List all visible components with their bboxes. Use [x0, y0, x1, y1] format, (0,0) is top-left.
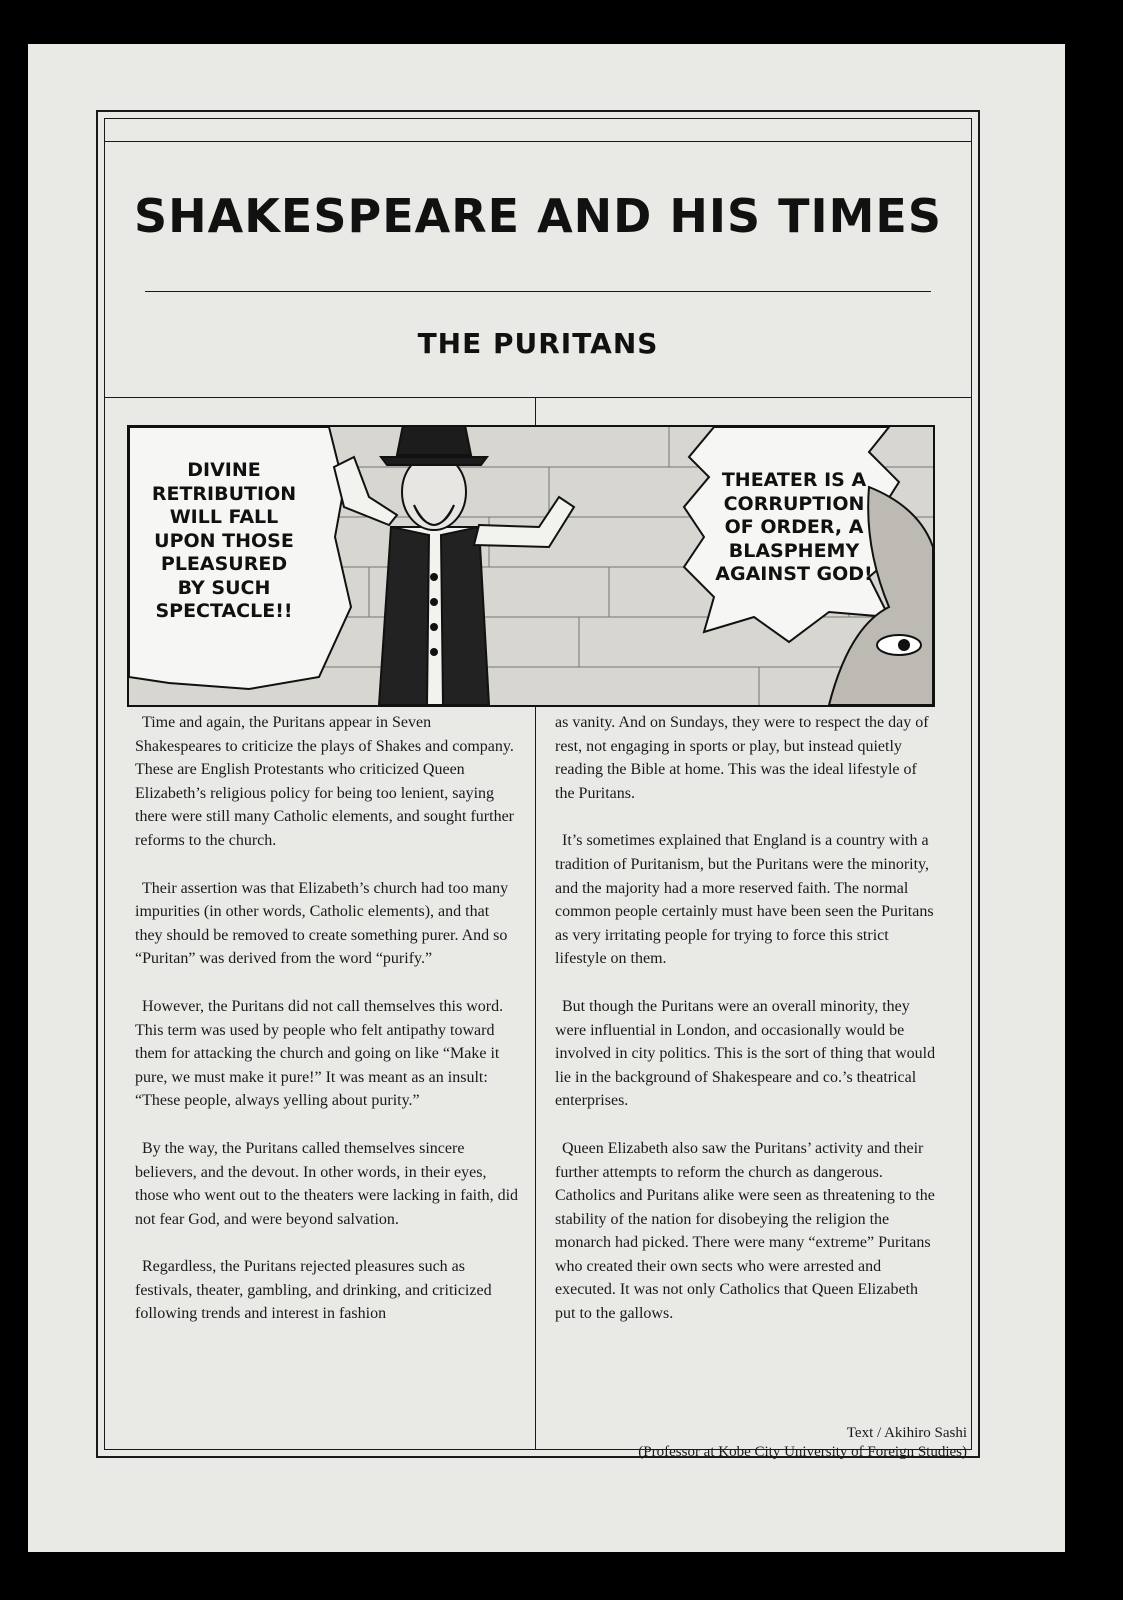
paragraph: Their assertion was that Elizabeth’s church had too many impurities (in other words, Catholic elements), and that they should be removed to create something purer. And so “Puritan” was derived from the word “purify.” [135, 879, 509, 968]
title-divider [145, 291, 931, 292]
page-title: SHAKESPEARE AND HIS TIMES [134, 189, 942, 243]
paragraph: It’s sometimes explained that England is a country with a tradition of Puritanism, but the Puritans were the minority, and the majority had a more reserved faith. The normal common people certainly must have been seen the Puritans as very irritating people for trying to force this strict lifestyle on them. [555, 832, 934, 968]
section-subtitle: THE PURITANS [417, 327, 659, 360]
paragraph: Queen Elizabeth also saw the Puritans’ activity and their further attempts to reform the church as dangerous. Catholics and Puritans alike were seen as threatening to the stability of the nation for disobeying the religion the monarch had picked. There were many “extreme” Puritans who created their own sects who were arrested and executed. It was not only Catholics that Queen Elizabeth put to the gallows. [555, 1139, 935, 1323]
outer-frame [96, 110, 980, 1458]
bubble-right-text: THEATER IS A CORRUPTION OF ORDER, A BLASPHEMY AGAINST GOD! [715, 469, 873, 585]
author-credit [638, 1424, 967, 1462]
bubble-left-text: DIVINE RETRIBUTION WILL FALL UPON THOSE PLEASURED BY SUCH SPECTACLE!! [151, 459, 297, 622]
credit-author: Text / Akihiro Sashi [846, 1425, 967, 1441]
paragraph: as vanity. And on Sundays, they were to respect the day of rest, not engaging in sports or play, but instead quietly reading the Bible at home. This was the ideal lifestyle of the Puritans. [555, 714, 929, 802]
paragraph: By the way, the Puritans called themselves sincere believers, and the devout. In other words, in their eyes, those who went out to the theaters were lacking in faith, did not fear God, and were beyond salvation. [135, 1139, 519, 1228]
article-right-column [555, 711, 939, 1350]
manga-panel [127, 425, 935, 707]
credit-affiliation: (Professor at Kobe City University of Foreign Studies) [638, 1444, 967, 1460]
article-left-column [135, 711, 519, 1350]
paragraph: Time and again, the Puritans appear in Seven Shakespeares to criticize the plays of Shakes and company. These are English Protestants who criticized Queen Elizabeth’s religious policy for being too lenient, saying there were still many Catholic elements, and sought further reforms to the church. [135, 714, 514, 849]
page [28, 44, 1065, 1552]
paragraph: But though the Puritans were an overall minority, they were influential in London, and occasionally would be involved in city politics. This is the sort of thing that would lie in the background of Shakespeare and co.’s theatrical enterprises. [555, 997, 936, 1110]
puritan-figure [334, 427, 574, 705]
top-band-rule [105, 141, 971, 142]
header-divider [105, 397, 971, 398]
paragraph: Regardless, the Puritans rejected pleasures such as festivals, theater, gambling, and drinking, and criticized following trends and interest in fashion [135, 1258, 492, 1323]
inner-frame [104, 118, 972, 1450]
paragraph: However, the Puritans did not call themselves this word. This term was used by people who felt antipathy toward them for attacking the church and going on like “Make it pure, we must make it pure!” It was meant as an insult: “These people, always yelling about purity.” [135, 997, 504, 1110]
